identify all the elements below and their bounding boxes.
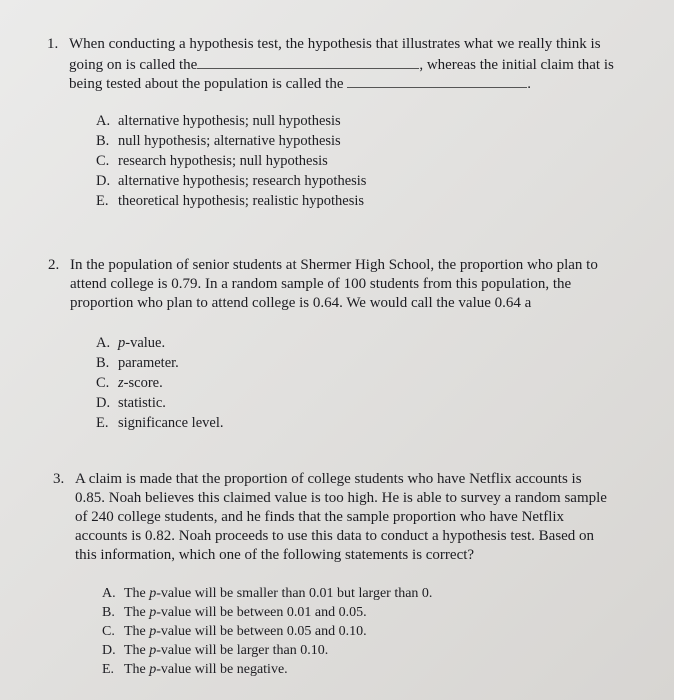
option-term: z xyxy=(118,375,124,391)
question-2 xyxy=(48,256,658,316)
option-text: alternative hypothesis; research hypothesis xyxy=(118,173,367,189)
option-text: -score. xyxy=(123,375,163,391)
question-1-options xyxy=(96,111,366,211)
question-3-stem xyxy=(75,470,607,565)
option-letter: E. xyxy=(96,193,109,209)
option-letter: B. xyxy=(96,355,110,371)
question-2-options xyxy=(96,333,223,433)
option-letter: C. xyxy=(96,375,110,391)
option-text: -value. xyxy=(125,335,166,351)
option-prefix: The xyxy=(124,643,150,658)
question-1-line-3-start: being tested about the population is called the xyxy=(69,76,344,92)
question-3-option-d[interactable] xyxy=(102,641,432,660)
question-2-option-b[interactable] xyxy=(96,353,223,373)
question-2-line-2: attend college is 0.79. In a random sample of 100 students from this population, the xyxy=(70,276,572,292)
question-3-option-c[interactable] xyxy=(102,622,432,641)
question-2-option-e[interactable] xyxy=(96,413,223,433)
option-letter: A. xyxy=(96,113,111,129)
question-3-line-1: A claim is made that the proportion of college students who have Netflix accounts is xyxy=(75,471,582,487)
option-text: theoretical hypothesis; realistic hypothesis xyxy=(118,193,365,209)
option-text: alternative hypothesis; null hypothesis xyxy=(118,113,341,129)
option-text: -value will be between 0.05 and 0.10. xyxy=(156,624,367,639)
question-1-option-d[interactable] xyxy=(96,171,366,191)
question-3-line-3: of 240 college students, and he finds that the sample proportion who have Netflix xyxy=(75,509,565,525)
option-text: -value will be larger than 0.10. xyxy=(156,643,329,658)
question-2-number: 2. xyxy=(48,257,60,273)
question-1-option-b[interactable] xyxy=(96,131,366,151)
answer-blank-1 xyxy=(197,54,419,69)
question-3-number: 3. xyxy=(53,471,65,487)
question-2-stem xyxy=(70,256,598,313)
option-term: p xyxy=(149,624,157,639)
option-letter: D. xyxy=(96,395,111,411)
question-1-line-3-end: . xyxy=(527,76,532,92)
option-term: p xyxy=(149,586,157,601)
option-term: p xyxy=(149,662,157,677)
question-2-option-d[interactable] xyxy=(96,393,223,413)
option-letter: C. xyxy=(96,153,110,169)
question-1-number: 1. xyxy=(47,36,59,52)
option-text: -value will be negative. xyxy=(156,662,288,677)
question-1-line-1: When conducting a hypothesis test, the hypothesis that illustrates what we really think is xyxy=(69,36,601,52)
option-term: p xyxy=(149,605,157,620)
question-3-option-a[interactable] xyxy=(102,584,432,603)
option-prefix: The xyxy=(124,605,150,620)
question-1-option-c[interactable] xyxy=(96,151,366,171)
question-3-line-2: 0.85. Noah believes this claimed value is too high. He is able to survey a random sample xyxy=(75,490,607,506)
question-1-option-e[interactable] xyxy=(96,191,366,211)
option-term: p xyxy=(118,335,126,351)
option-prefix: The xyxy=(124,662,150,677)
option-letter: D. xyxy=(102,643,116,658)
question-2-line-3: proportion who plan to attend college is 0.64. We would call the value 0.64 a xyxy=(70,295,532,311)
question-1-line-3 xyxy=(69,73,614,92)
option-letter: E. xyxy=(102,662,115,677)
option-text: significance level. xyxy=(118,415,224,431)
question-3-option-e[interactable] xyxy=(102,660,432,679)
option-letter: A. xyxy=(96,335,111,351)
question-1-line-2 xyxy=(69,54,614,73)
option-text: -value will be smaller than 0.01 but larger than 0. xyxy=(156,586,433,601)
option-letter: B. xyxy=(102,605,115,620)
question-3-option-b[interactable] xyxy=(102,603,432,622)
answer-blank-2 xyxy=(347,73,527,88)
option-text: research hypothesis; null hypothesis xyxy=(118,153,328,169)
question-2-option-a[interactable] xyxy=(96,333,223,353)
option-letter: D. xyxy=(96,173,111,189)
option-text: statistic. xyxy=(118,395,166,411)
option-text: null hypothesis; alternative hypothesis xyxy=(118,133,341,149)
question-3-options xyxy=(102,584,432,679)
option-letter: B. xyxy=(96,133,110,149)
question-3-line-5: this information, which one of the following statements is correct? xyxy=(75,547,475,563)
option-prefix: The xyxy=(124,586,150,601)
question-3 xyxy=(53,470,653,566)
question-2-line-1: In the population of senior students at Shermer High School, the proportion who plan to xyxy=(70,257,598,273)
option-letter: E. xyxy=(96,415,109,431)
question-1-line-2-end: , whereas the initial claim that is xyxy=(419,57,614,73)
option-text: parameter. xyxy=(118,355,179,371)
question-2-option-c[interactable] xyxy=(96,373,223,393)
option-prefix: The xyxy=(124,624,150,639)
question-1 xyxy=(47,35,657,95)
option-letter: A. xyxy=(102,586,116,601)
question-1-option-a[interactable] xyxy=(96,111,366,131)
question-3-line-4: accounts is 0.82. Noah proceeds to use this data to conduct a hypothesis test. Based on xyxy=(75,528,595,544)
question-1-stem xyxy=(69,35,614,92)
option-letter: C. xyxy=(102,624,115,639)
option-text: -value will be between 0.01 and 0.05. xyxy=(156,605,367,620)
option-term: p xyxy=(149,643,157,658)
question-1-line-2-start: going on is called the xyxy=(69,57,198,73)
